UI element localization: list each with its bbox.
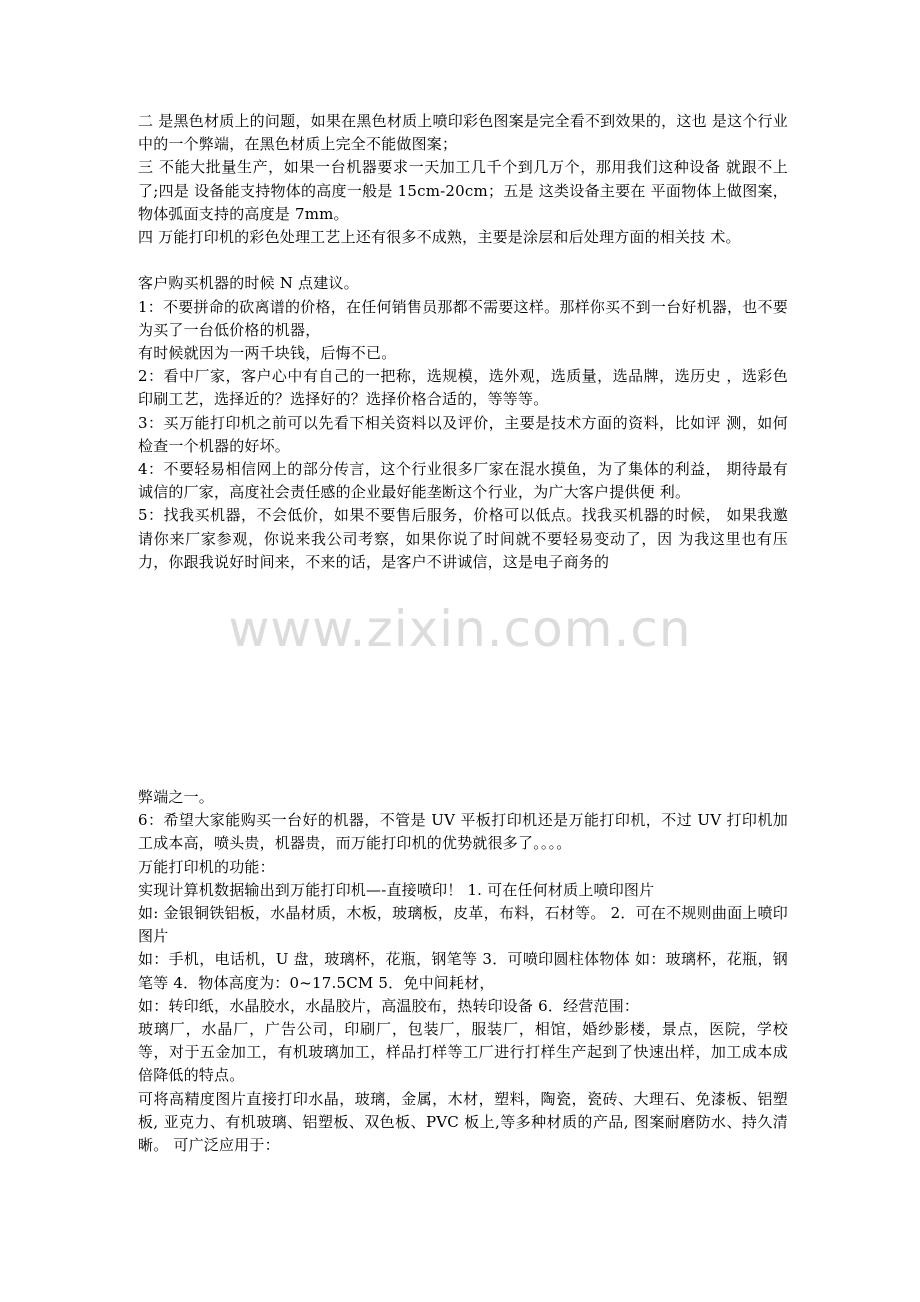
function-line-1: 实现计算机数据输出到万能打印机—-直接喷印！ 1. 可在任何材质上喷印图片 (138, 880, 655, 899)
advice-item-3: 3：买万能打印机之前可以先看下相关资料以及评价，主要是技术方面的资料，比如评 测，如何检查一个机器的好坏。 (138, 413, 788, 455)
advice-item-4: 4：不要轻易相信网上的部分传言，这个行业很多厂家在混水摸鱼，为了集体的利益， 期待最有诚信的厂家，高度社会责任感的企业最好能垄断这个行业，为广大客户提供便 利。 (138, 460, 788, 502)
advice-item-5: 5：找我买机器，不会低价，如果不要售后服务，价格可以低点。找我买机器的时候， 如果我邀请你来厂家参观，你说来我公司考察，如果你说了时间就不要轻易变动了，因 为我这里也有压力，你跟我说好时间来，不来的话，是客户不讲诚信，这是电子商务的 (138, 506, 788, 571)
advice-item-1-cont: 有时候就因为一两千块钱，后悔不已。 (138, 344, 397, 363)
advice-item-2: 2：看中厂家，客户心中有自己的一把称，选规模，选外观，选质量，选品牌，选历史 ，选彩色印刷工艺，选择近的？选择好的？选择价格合适的，等等等。 (138, 367, 788, 409)
advice-item-1: 1：不要拼命的砍离谱的价格，在任何销售员那都不需要这样。那样你买不到一台好机器，也不要为买了一台低价格的机器， (138, 297, 788, 339)
advice-heading: 客户购买机器的时候 N 点建议。 (138, 274, 359, 293)
advice-item-5-end: 弊端之一。 (138, 788, 215, 806)
text-section-bottom (138, 786, 788, 1157)
function-line-4: 如：转印纸，水晶胶水，水晶胶片，高温胶布，热转印设备 6．经营范围： (138, 996, 640, 1015)
materials-paragraph: 可将高精度图片直接打印水晶，玻璃，金属，木材，塑料，陶瓷，瓷砖、大理石、免漆板、铝塑板, 亚克力、有机玻璃、铝塑板、双色板、PVC 板上,等多种材质的产品, 图案耐磨防水、持久清晰。 可广泛应用于： (138, 1089, 788, 1155)
function-line-2: 如: 金银铜铁铝板，水晶材质，木板，玻璃板，皮革，布料，石材等。 2．可在不规则曲面上喷印图片 (138, 904, 788, 946)
text-section-top (138, 110, 788, 574)
paragraph-issue-three: 三 不能大批量生产，如果一台机器要求一天加工几千个到几万个，那用我们这种设备 就跟不上了;四是 设备能支持物体的高度一般是 15cm-20cm；五是 这类设备主要在 平面物体上做图案，物体弧面支持的高度是 7mm。 (138, 158, 788, 223)
paragraph-issue-four: 四 万能打印机的彩色处理工艺上还有很多不成熟，主要是涂层和后处理方面的相关技 术。 (138, 228, 741, 247)
function-line-3: 如：手机，电话机，U 盘，玻璃杯，花瓶，钢笔等 3．可喷印圆柱体物体 如：玻璃杯，花瓶，钢笔等 4．物体高度为：0~17.5CM 5．免中间耗材， (138, 950, 788, 992)
blank-line (138, 249, 788, 272)
functions-heading: 万能打印机的功能： (138, 857, 275, 876)
advice-item-6: 6：希望大家能购买一台好的机器，不管是 UV 平板打印机还是万能打印机，不过 UV 打印机加工成本高，喷头贵，机器贵，而万能打印机的优势就很多了。。。。 (138, 811, 788, 853)
watermark: www.zixin.com.cn (228, 600, 692, 658)
business-scope-paragraph: 玻璃厂，水晶厂，广告公司，印刷厂，包装厂，服装厂，相馆，婚纱影楼，景点，医院，学校等，对于五金加工，有机玻璃加工，样品打样等工厂进行打样生产起到了快速出样，加工成本成倍降低的特点。 (138, 1020, 788, 1085)
paragraph-issue-two: 二 是黑色材质上的问题，如果在黑色材质上喷印彩色图案是完全看不到效果的，这也 是这个行业中的一个弊端，在黑色材质上完全不能做图案； (138, 112, 788, 154)
